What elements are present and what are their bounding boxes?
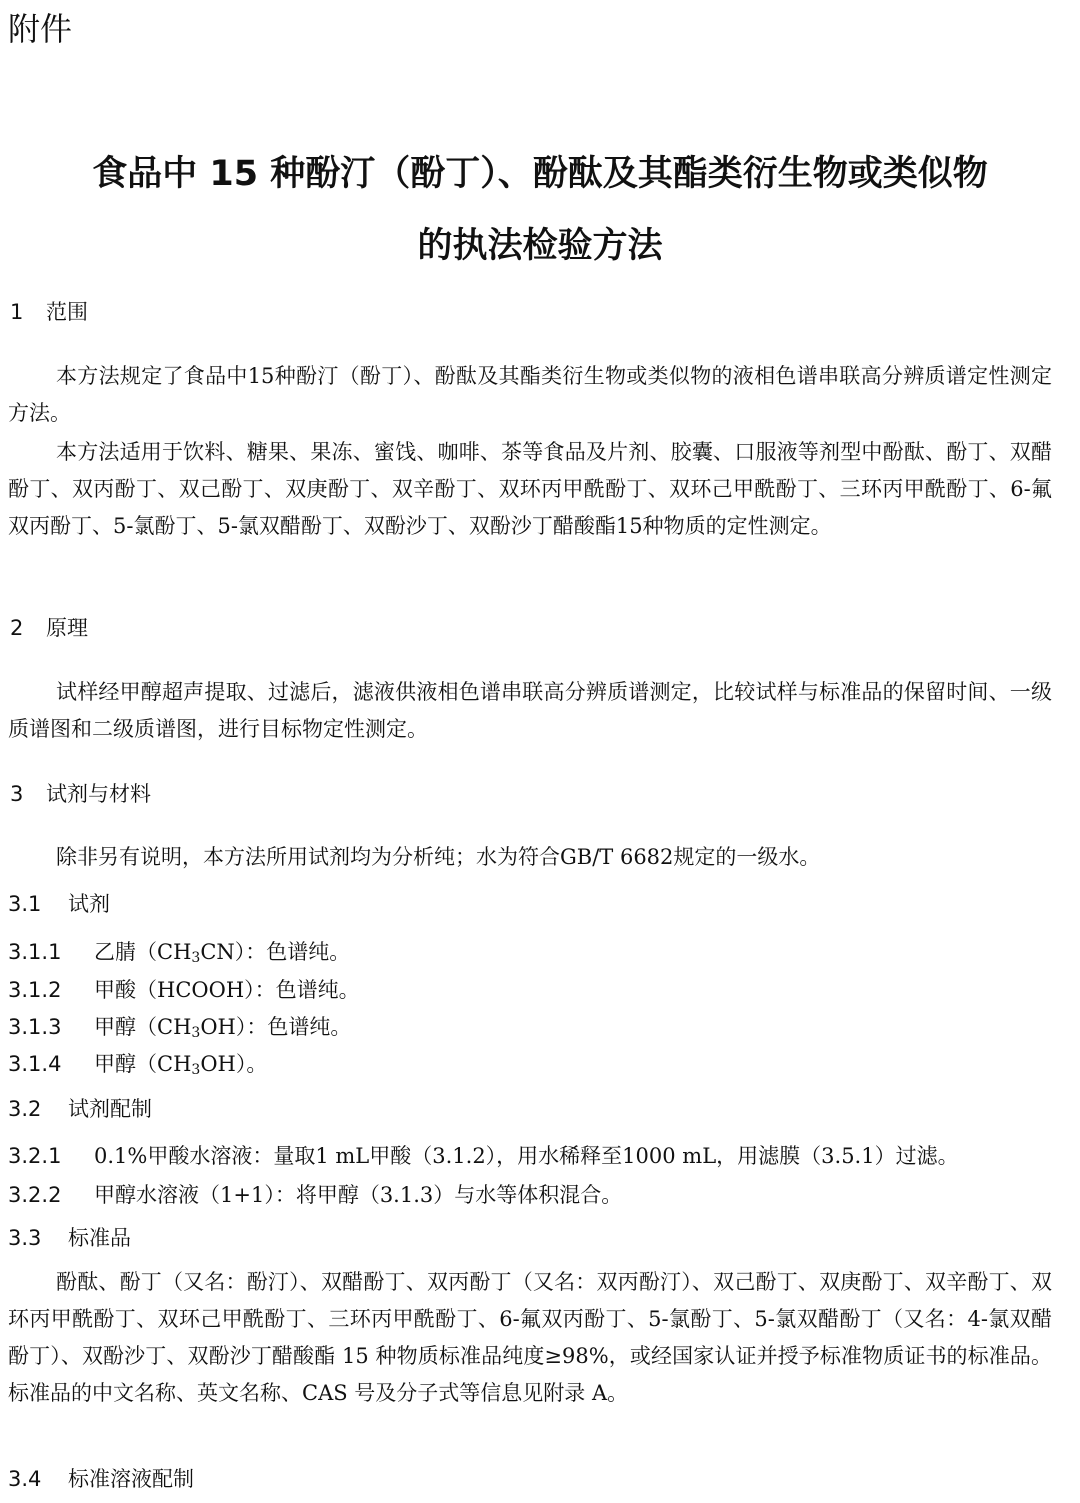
reagent-name: 甲醇（	[94, 1015, 157, 1039]
reagents-note-paragraph: 除非另有说明，本方法所用试剂均为分析纯；水为符合GB/T 6682规定的一级水。	[56, 845, 821, 869]
subsection-number: 3.2	[8, 1097, 42, 1121]
item-number: 3.1.1	[8, 940, 62, 964]
document-title-line-1: 食品中 15 种酚汀（酚丁）、酚酞及其酯类衍生物或类似物	[92, 154, 988, 194]
formula-part: CH	[157, 1015, 192, 1039]
section-number: 1	[10, 300, 24, 324]
preparation-item-methanol-solution	[8, 1179, 622, 1209]
preparation-item-formic-acid-solution	[8, 1140, 959, 1170]
reagent-name: 乙腈（	[94, 940, 157, 964]
subsection-title: 试剂	[68, 892, 110, 916]
subsection-title: 试剂配制	[68, 1097, 152, 1121]
scope-paragraph-2: 本方法适用于饮料、糖果、果冻、蜜饯、咖啡、茶等食品及片剂、胶囊、口服液等剂型中酚酞、酚丁、双醋酚丁、双丙酚丁、双己酚丁、双庚酚丁、双辛酚丁、双环丙甲酰酚丁、双环己甲酰酚丁、三环丙甲酰酚丁、6-氟双丙酚丁、5-氯酚丁、5-氯双醋酚丁、双酚沙丁、双酚沙丁醋酸酯15种物质的定性测定。	[8, 440, 1052, 538]
subsection-number: 3.3	[8, 1226, 42, 1250]
section-heading-reagents-materials	[10, 778, 151, 808]
formula-part: HCOOH	[157, 978, 245, 1002]
reagent-name: 甲醇（	[94, 1052, 157, 1076]
formula-part: OH	[200, 1015, 236, 1039]
section-number: 2	[10, 616, 24, 640]
reagent-grade: ）：色谱纯。	[234, 940, 351, 964]
section-heading-principle	[10, 612, 88, 642]
item-number: 3.2.2	[8, 1183, 62, 1207]
subsection-title: 标准溶液配制	[68, 1467, 194, 1491]
formula-subscript: 3	[191, 950, 201, 966]
formula-subscript: 3	[191, 1025, 201, 1041]
reagent-grade: ）。	[235, 1052, 268, 1076]
formula-part: CH	[157, 1052, 192, 1076]
formula-part: CH	[157, 940, 192, 964]
standards-paragraph: 酚酞、酚丁（又名：酚汀）、双醋酚丁、双丙酚丁（又名：双丙酚汀）、双己酚丁、双庚酚丁、双辛酚丁、双环丙甲酰酚丁、双环己甲酰酚丁、三环丙甲酰酚丁、6-氟双丙酚丁、5-氯酚丁、5-氯双醋酚丁（又名：4-氯双醋酚丁）、双酚沙丁、双酚沙丁醋酸酯 15 种物质标准品纯度≥98%，或经国家认证并授予标准物质证书的标准品。标准品的中文名称、英文名称、CAS 号及分子式等信息见附录 A。	[8, 1270, 1052, 1405]
section-number: 3	[10, 782, 24, 806]
item-number: 3.1.3	[8, 1015, 62, 1039]
scope-paragraph-1: 本方法规定了食品中15种酚汀（酚丁）、酚酞及其酯类衍生物或类似物的液相色谱串联高分辨质谱定性测定方法。	[8, 364, 1052, 425]
formula-part: OH	[200, 1052, 236, 1076]
formula-subscript: 3	[191, 1062, 201, 1078]
reagent-name: 甲酸（	[94, 978, 157, 1002]
reagent-item-methanol-hplc	[8, 1011, 351, 1041]
item-number: 3.1.4	[8, 1052, 62, 1076]
reagent-grade: ）：色谱纯。	[235, 1015, 352, 1039]
subsection-heading-standard-solution-preparation	[8, 1463, 194, 1493]
reagent-item-acetonitrile	[8, 936, 350, 966]
item-number: 3.2.1	[8, 1144, 62, 1168]
reagent-item-methanol	[8, 1048, 267, 1078]
formula-part: CN	[200, 940, 235, 964]
item-text: 0.1%甲酸水溶液：量取1 mL甲酸（3.1.2），用水稀释至1000 mL，用滤膜（3.5.1）过滤。	[94, 1144, 959, 1168]
section-title: 范围	[46, 300, 88, 324]
subsection-title: 标准品	[68, 1226, 131, 1250]
reagent-item-formic-acid	[8, 974, 360, 1004]
subsection-heading-reagent-preparation	[8, 1093, 152, 1123]
principle-paragraph: 试样经甲醇超声提取、过滤后，滤液供液相色谱串联高分辨质谱测定，比较试样与标准品的保留时间、一级质谱图和二级质谱图，进行目标物定性测定。	[8, 680, 1052, 741]
subsection-heading-standards	[8, 1222, 131, 1252]
reagent-grade: ）：色谱纯。	[244, 978, 360, 1002]
subsection-heading-reagents	[8, 888, 110, 918]
item-text: 甲醇水溶液（1+1）：将甲醇（3.1.3）与水等体积混合。	[94, 1183, 623, 1207]
subsection-number: 3.1	[8, 892, 42, 916]
item-number: 3.1.2	[8, 978, 62, 1002]
section-title: 原理	[46, 616, 88, 640]
attachment-label: 附件	[8, 10, 73, 48]
section-heading-scope	[10, 296, 88, 326]
document-title-line-2: 的执法检验方法	[417, 226, 663, 266]
section-title: 试剂与材料	[46, 782, 151, 806]
subsection-number: 3.4	[8, 1467, 42, 1491]
